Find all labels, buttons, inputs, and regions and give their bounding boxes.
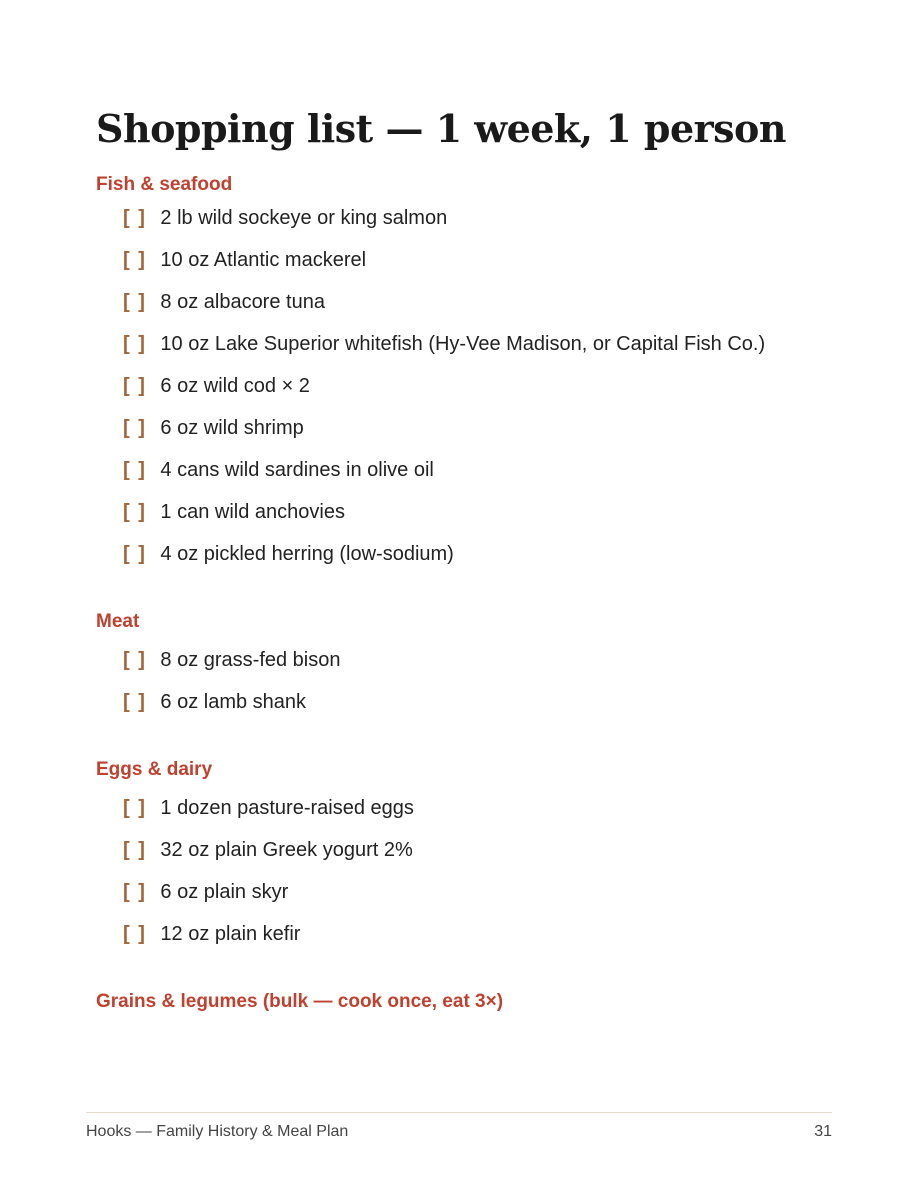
item-list: [123, 644, 796, 719]
list-item: [123, 538, 796, 571]
section-heading: Fish & seafood: [96, 174, 233, 195]
section: [96, 989, 796, 1015]
checkbox-marker[interactable]: [ ]: [123, 839, 147, 861]
item-text: 4 oz pickled herring (low-sodium): [160, 543, 454, 565]
section: [96, 757, 796, 951]
section-heading: Eggs & dairy: [96, 759, 213, 780]
item-text: 6 oz plain skyr: [160, 881, 289, 903]
checkbox-marker[interactable]: [ ]: [123, 649, 147, 671]
list-item: [123, 454, 796, 487]
footer-page-number: 31: [814, 1123, 832, 1140]
list-item: [123, 328, 796, 361]
checkbox-marker[interactable]: [ ]: [123, 797, 147, 819]
item-text: 10 oz Atlantic mackerel: [160, 249, 367, 271]
item-text: 8 oz grass-fed bison: [160, 649, 341, 671]
checkbox-marker[interactable]: [ ]: [123, 881, 147, 903]
checkbox-marker[interactable]: [ ]: [123, 207, 147, 229]
list-item: [123, 686, 796, 719]
item-text: 1 dozen pasture-raised eggs: [160, 797, 414, 819]
checkbox-marker[interactable]: [ ]: [123, 459, 147, 481]
list-item: [123, 412, 796, 445]
list-item: [123, 496, 796, 529]
checkbox-marker[interactable]: [ ]: [123, 417, 147, 439]
checkbox-marker[interactable]: [ ]: [123, 691, 147, 713]
item-text: 1 can wild anchovies: [160, 501, 345, 523]
footer-document-title: Hooks — Family History & Meal Plan: [86, 1123, 349, 1140]
checkbox-marker[interactable]: [ ]: [123, 249, 147, 271]
section-heading: Meat: [96, 611, 140, 632]
footer-divider: [86, 1112, 832, 1113]
item-text: 6 oz wild cod × 2: [160, 375, 310, 397]
checkbox-marker[interactable]: [ ]: [123, 501, 147, 523]
section: [96, 609, 796, 719]
checkbox-marker[interactable]: [ ]: [123, 333, 147, 355]
list-item: [123, 876, 796, 909]
list-item: [123, 202, 796, 235]
checkbox-marker[interactable]: [ ]: [123, 291, 147, 313]
checkbox-marker[interactable]: [ ]: [123, 923, 147, 945]
item-text: 12 oz plain kefir: [160, 923, 301, 945]
item-text: 10 oz Lake Superior whitefish (Hy-Vee Madison, or Capital Fish Co.): [160, 333, 766, 355]
item-text: 6 oz lamb shank: [160, 691, 307, 713]
item-text: 2 lb wild sockeye or king salmon: [160, 207, 448, 229]
checkbox-marker[interactable]: [ ]: [123, 375, 147, 397]
list-item: [123, 370, 796, 403]
list-item: [123, 286, 796, 319]
list-item: [123, 244, 796, 277]
list-item: [123, 834, 796, 867]
section: [96, 172, 796, 571]
list-item: [123, 644, 796, 677]
item-text: 8 oz albacore tuna: [160, 291, 325, 313]
item-list: [123, 792, 796, 951]
item-text: 32 oz plain Greek yogurt 2%: [160, 839, 413, 861]
item-list: [123, 202, 796, 571]
list-item: [123, 918, 796, 951]
checkbox-marker[interactable]: [ ]: [123, 543, 147, 565]
shopping-list: [96, 172, 796, 1053]
page-title: Shopping list — 1 week, 1 person: [96, 106, 787, 151]
item-text: 4 cans wild sardines in olive oil: [160, 459, 434, 481]
list-item: [123, 792, 796, 825]
item-text: 6 oz wild shrimp: [160, 417, 304, 439]
section-heading: Grains & legumes (bulk — cook once, eat 3×): [96, 991, 504, 1012]
